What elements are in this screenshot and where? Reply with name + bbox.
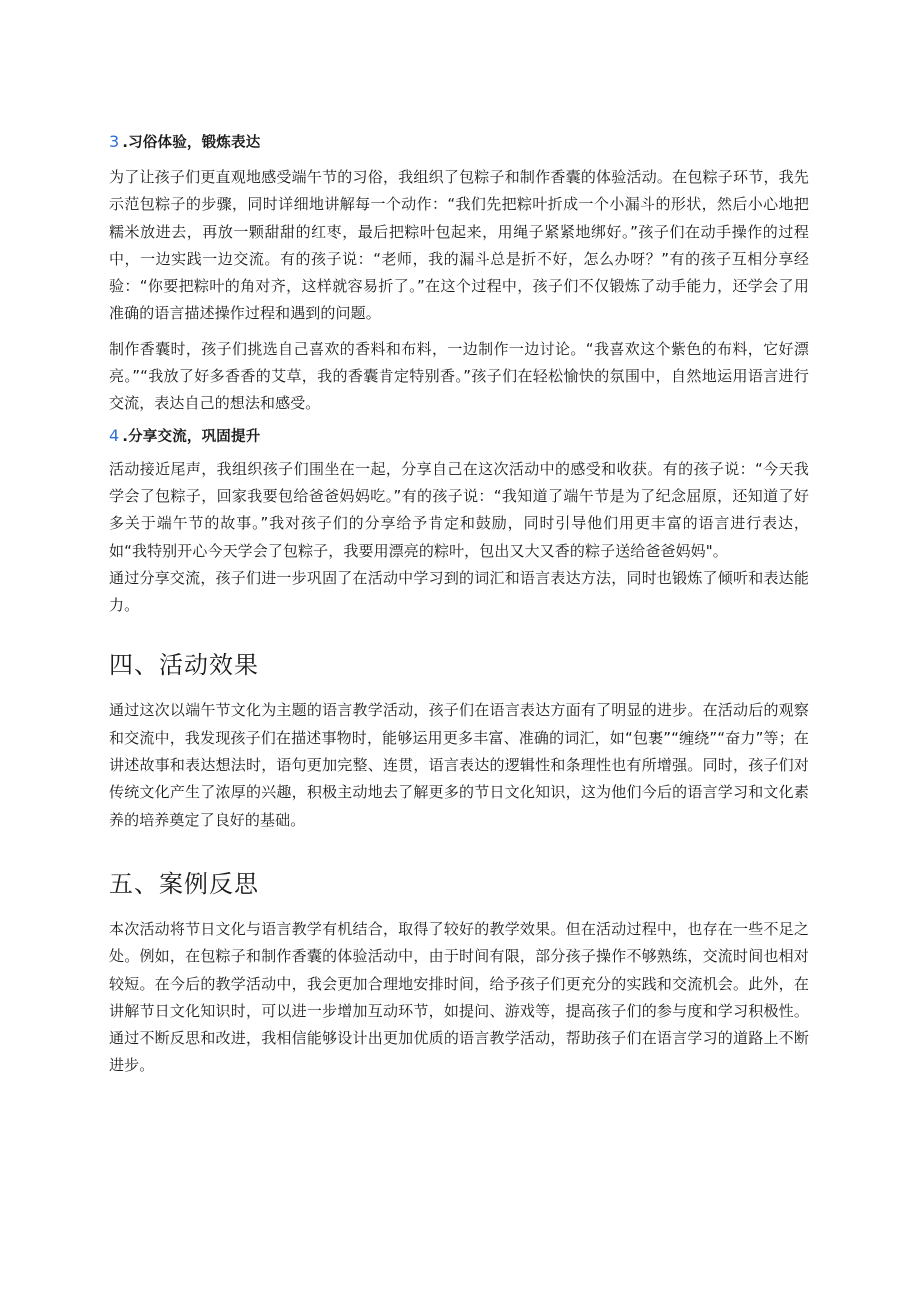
reflection-heading: 五、案例反思 [109, 869, 259, 898]
section-4-paragraph-2: 通过分享交流，孩子们进一步巩固了在活动中学习到的词汇和语言表达方法，同时也锻炼了倾听和表达能力。 [109, 568, 809, 615]
section-3-heading [109, 128, 809, 156]
effects-heading: 四、活动效果 [109, 651, 259, 680]
section-3-title: .习俗体验，锻炼表达 [122, 135, 261, 151]
document-page [109, 128, 809, 1080]
section-3-paragraph-2: 制作香囊时，孩子们挑选自己喜欢的香料和布料，一边制作一边讨论。“我喜欢这个紫色的布料，它好漂亮。”“我放了好多香香的艾草，我的香囊肯定特别香。”孩子们在轻松愉快的氛围中，自然地运用语言进行交流，表达自己的想法和感受。 [109, 339, 809, 413]
section-3-number: 3 [109, 132, 120, 151]
section-4-number: 4 [109, 425, 120, 445]
section-4-title: .分享交流，巩固提升 [122, 428, 261, 445]
section-4-heading [109, 422, 809, 450]
section-3-paragraph-1: 为了让孩子们更直观地感受端午节的习俗，我组织了包粽子和制作香囊的体验活动。在包粽子环节，我先示范包粽子的步骤，同时详细地讲解每一个动作：“我们先把粽叶折成一个小漏斗的形状，然后小心地把糯米放进去，再放一颗甜甜的红枣，最后把粽叶包起来，用绳子紧紧地绑好。”孩子们在动手操作的过程中，一边实践一边交流。有的孩子说：“老师，我的漏斗总是折不好，怎么办呀？”有的孩子互相分享经验：“你要把粽叶的角对齐，这样就容易折了。”在这个过程中，孩子们不仅锻炼了动手能力，还学会了用准确的语言描述操作过程和遇到的问题。 [109, 168, 809, 323]
reflection-paragraph: 本次活动将节日文化与语言教学有机结合，取得了较好的教学效果。但在活动过程中，也存在一些不足之处。例如，在包粽子和制作香囊的体验活动中，由于时间有限，部分孩子操作不够熟练，交流时间也相对较短。在今后的教学活动中，我会更加合理地安排时间，给予孩子们更充分的实践和交流机会。此外，在讲解节日文化知识时，可以进一步增加互动环节，如提问、游戏等，提高孩子们的参与度和学习积极性。通过不断反思和改进，我相信能够设计出更加优质的语言教学活动，帮助孩子们在语言学习的道路上不断进步。 [109, 919, 809, 1075]
section-4-paragraph-1: 活动接近尾声，我组织孩子们围坐在一起，分享自己在这次活动中的感受和收获。有的孩子说：“今天我学会了包粽子，回家我要包给爸爸妈妈吃。”有的孩子说：“我知道了端午节是为了纪念屈原，还知道了好多关于端午节的故事。”我对孩子们的分享给予肯定和鼓励，同时引导他们用更丰富的语言进行表达，如“我特别开心今天学会了包粽子，我要用漂亮的粽叶，包出又大又香的粽子送给爸爸妈妈"。 [109, 459, 809, 560]
effects-paragraph: 通过这次以端午节文化为主题的语言教学活动，孩子们在语言表达方面有了明显的进步。在活动后的观察和交流中，我发现孩子们在描述事物时，能够运用更多丰富、准确的词汇，如“包裹”“缠绕”“奋力”等；在讲述故事和表达想法时，语句更加完整、连贯，语言表达的逻辑性和条理性也有所增强。同时，孩子们对传统文化产生了浓厚的兴趣，积极主动地去了解更多的节日文化知识，这为他们今后的语言学习和文化素养的培养奠定了良好的基础。 [109, 701, 809, 829]
